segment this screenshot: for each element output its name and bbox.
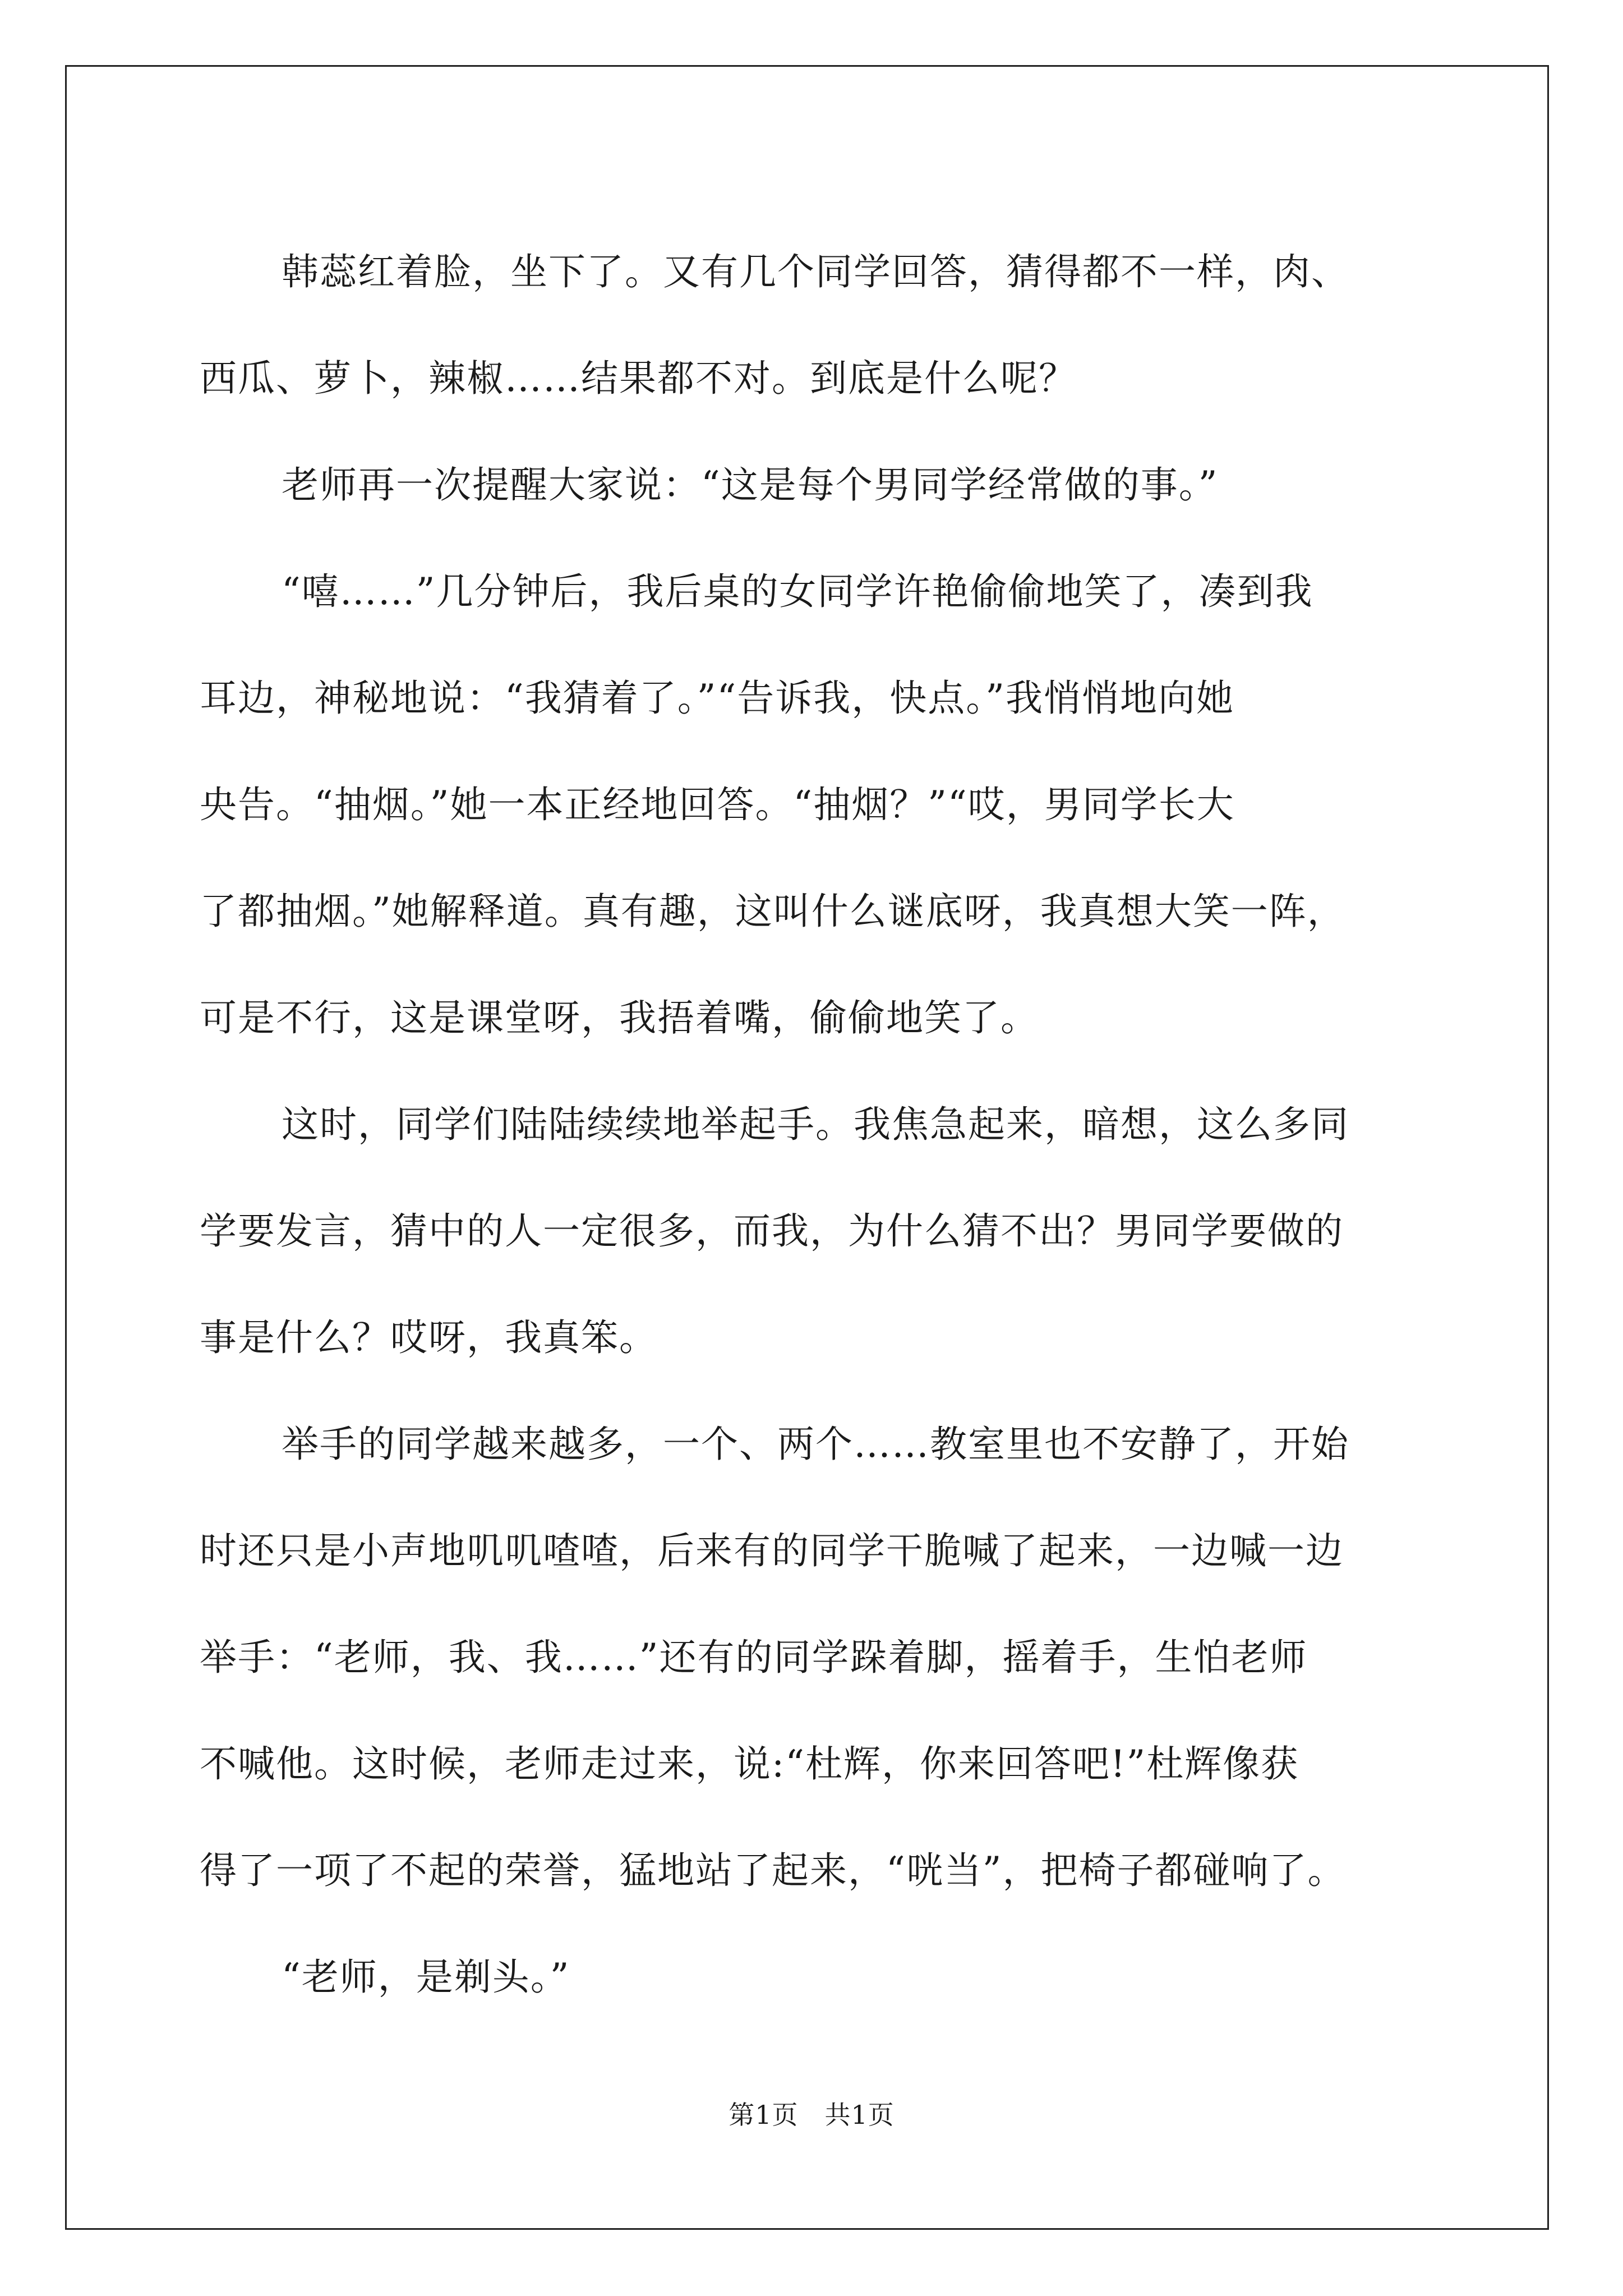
text-line: 西瓜、萝卜，辣椒……结果都不对。到底是什么呢？ bbox=[200, 357, 1077, 400]
text-line: 事是什么？哎呀，我真笨。 bbox=[200, 1316, 657, 1359]
text-line: 耳边，神秘地说：“我猜着了。”“告诉我，快点。”我悄悄地向她 bbox=[200, 677, 1234, 720]
document-body bbox=[200, 219, 1467, 2031]
text-line: “嘻……”几分钟后，我后桌的女同学许艳偷偷地笑了，凑到我 bbox=[282, 570, 1313, 613]
text-line: 不喊他。这时候，老师走过来，说:“杜辉，你来回答吧!”杜辉像获 bbox=[200, 1742, 1299, 1786]
text-line: 了都抽烟。”她解释道。真有趣，这叫什么谜底呀，我真想大笑一阵， bbox=[200, 890, 1345, 933]
text-line: 这时，同学们陆陆续续地举起手。我焦急起来，暗想，这么多同 bbox=[282, 1103, 1349, 1146]
text-line: “老师，是剃头。” bbox=[282, 1955, 570, 1999]
text-line: 时还只是小声地叽叽喳喳，后来有的同学干脆喊了起来，一边喊一边 bbox=[200, 1529, 1344, 1572]
text-line: 可是不行，这是课堂呀，我捂着嘴，偷偷地笑了。 bbox=[200, 996, 1039, 1039]
text-line: 老师再一次提醒大家说：“这是每个男同学经常做的事。” bbox=[282, 463, 1219, 507]
text-line: 举手的同学越来越多，一个、两个……教室里也不安静了，开始 bbox=[282, 1423, 1349, 1466]
page-number-footer: 第1页 共1页 bbox=[728, 2100, 895, 2130]
text-line: 得了一项了不起的荣誉，猛地站了起来，“咣当”，把椅子都碰响了。 bbox=[200, 1849, 1346, 1892]
text-line: 学要发言，猜中的人一定很多，而我，为什么猜不出？男同学要做的 bbox=[200, 1209, 1344, 1253]
text-line: 韩蕊红着脸，坐下了。又有几个同学回答，猜得都不一样，肉、 bbox=[282, 250, 1349, 293]
text-line: 举手：“老师，我、我……”还有的同学跺着脚，摇着手，生怕老师 bbox=[200, 1636, 1308, 1679]
text-line: 央告。“抽烟。”她一本正经地回答。“抽烟？”“哎，男同学长大 bbox=[200, 783, 1235, 826]
